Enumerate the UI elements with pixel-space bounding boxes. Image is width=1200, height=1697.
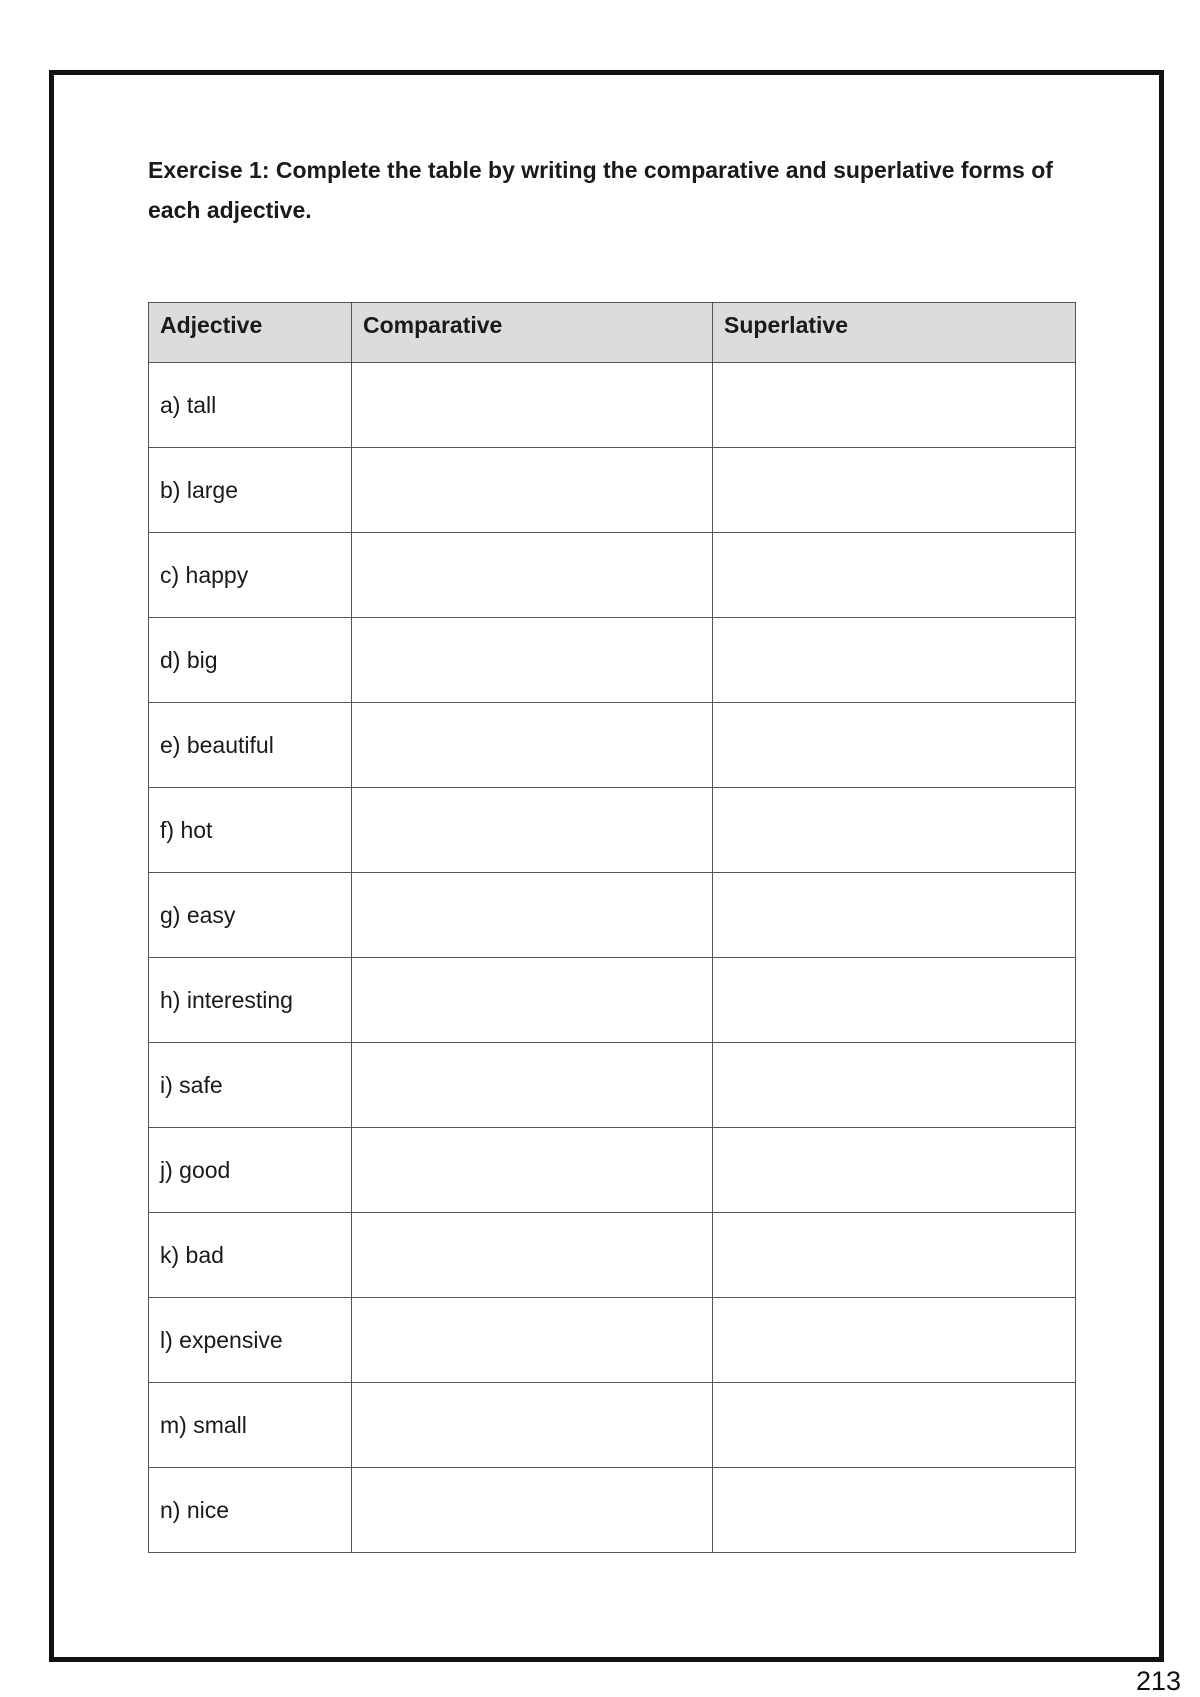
- superlative-input[interactable]: [724, 788, 1079, 870]
- superlative-input[interactable]: [724, 1128, 1079, 1210]
- comparative-input[interactable]: [363, 1128, 716, 1210]
- comparative-input[interactable]: [363, 1468, 716, 1550]
- table-row: [149, 1213, 1076, 1298]
- adjective-cell: a) tall: [149, 363, 352, 448]
- adjective-cell: j) good: [149, 1128, 352, 1213]
- comparative-answer-cell[interactable]: [352, 1043, 713, 1128]
- superlative-input[interactable]: [724, 533, 1079, 615]
- superlative-input[interactable]: [724, 958, 1079, 1040]
- table-row: [149, 1468, 1076, 1553]
- table-row: [149, 873, 1076, 958]
- comparative-input[interactable]: [363, 1383, 716, 1465]
- adjective-cell: g) easy: [149, 873, 352, 958]
- adjective-cell: e) beautiful: [149, 703, 352, 788]
- comparative-input[interactable]: [363, 873, 716, 955]
- table-row: [149, 533, 1076, 618]
- adjective-cell: f) hot: [149, 788, 352, 873]
- table-row: [149, 703, 1076, 788]
- comparative-input[interactable]: [363, 618, 716, 700]
- superlative-answer-cell[interactable]: [713, 788, 1076, 873]
- comparative-answer-cell[interactable]: [352, 448, 713, 533]
- adjective-table: [148, 302, 1076, 1553]
- table-row: [149, 448, 1076, 533]
- superlative-answer-cell[interactable]: [713, 1213, 1076, 1298]
- comparative-answer-cell[interactable]: [352, 1128, 713, 1213]
- header-comparative: Comparative: [352, 303, 713, 363]
- comparative-answer-cell[interactable]: [352, 1213, 713, 1298]
- comparative-input[interactable]: [363, 958, 716, 1040]
- comparative-answer-cell[interactable]: [352, 363, 713, 448]
- superlative-input[interactable]: [724, 448, 1079, 530]
- superlative-answer-cell[interactable]: [713, 1128, 1076, 1213]
- superlative-input[interactable]: [724, 703, 1079, 785]
- table-row: [149, 958, 1076, 1043]
- superlative-input[interactable]: [724, 1298, 1079, 1380]
- comparative-input[interactable]: [363, 363, 716, 445]
- superlative-answer-cell[interactable]: [713, 363, 1076, 448]
- adjective-cell: c) happy: [149, 533, 352, 618]
- superlative-answer-cell[interactable]: [713, 533, 1076, 618]
- comparative-input[interactable]: [363, 1213, 716, 1295]
- exercise-instruction: Exercise 1: Complete the table by writing the comparative and superlative forms of each adjective.: [148, 157, 1053, 223]
- comparative-answer-cell[interactable]: [352, 958, 713, 1043]
- superlative-answer-cell[interactable]: [713, 1298, 1076, 1383]
- comparative-answer-cell[interactable]: [352, 703, 713, 788]
- superlative-input[interactable]: [724, 1383, 1079, 1465]
- superlative-input[interactable]: [724, 1468, 1079, 1550]
- comparative-input[interactable]: [363, 788, 716, 870]
- header-superlative: Superlative: [713, 303, 1076, 363]
- superlative-input[interactable]: [724, 618, 1079, 700]
- superlative-answer-cell[interactable]: [713, 703, 1076, 788]
- table-row: [149, 1128, 1076, 1213]
- table-row: [149, 618, 1076, 703]
- page-number: 213: [1135, 1666, 1181, 1696]
- adjective-cell: b) large: [149, 448, 352, 533]
- superlative-answer-cell[interactable]: [713, 448, 1076, 533]
- adjective-cell: k) bad: [149, 1213, 352, 1298]
- superlative-answer-cell[interactable]: [713, 958, 1076, 1043]
- adjective-cell: n) nice: [149, 1468, 352, 1553]
- comparative-input[interactable]: [363, 1298, 716, 1380]
- comparative-input[interactable]: [363, 1043, 716, 1125]
- table-body: [149, 363, 1076, 1553]
- comparative-input[interactable]: [363, 703, 716, 785]
- table-row: [149, 1383, 1076, 1468]
- comparative-answer-cell[interactable]: [352, 873, 713, 958]
- adjective-cell: d) big: [149, 618, 352, 703]
- comparative-input[interactable]: [363, 533, 716, 615]
- table-row: [149, 1298, 1076, 1383]
- comparative-answer-cell[interactable]: [352, 788, 713, 873]
- table-row: [149, 1043, 1076, 1128]
- superlative-answer-cell[interactable]: [713, 618, 1076, 703]
- superlative-answer-cell[interactable]: [713, 1043, 1076, 1128]
- superlative-answer-cell[interactable]: [713, 873, 1076, 958]
- adjective-cell: l) expensive: [149, 1298, 352, 1383]
- table-row: [149, 363, 1076, 448]
- adjective-cell: i) safe: [149, 1043, 352, 1128]
- comparative-answer-cell[interactable]: [352, 1383, 713, 1468]
- adjective-cell: h) interesting: [149, 958, 352, 1043]
- table-row: [149, 788, 1076, 873]
- adjective-cell: m) small: [149, 1383, 352, 1468]
- comparative-answer-cell[interactable]: [352, 533, 713, 618]
- superlative-input[interactable]: [724, 873, 1079, 955]
- superlative-input[interactable]: [724, 1213, 1079, 1295]
- superlative-input[interactable]: [724, 1043, 1079, 1125]
- comparative-answer-cell[interactable]: [352, 1298, 713, 1383]
- comparative-input[interactable]: [363, 448, 716, 530]
- header-adjective: Adjective: [149, 303, 352, 363]
- comparative-answer-cell[interactable]: [352, 1468, 713, 1553]
- superlative-answer-cell[interactable]: [713, 1468, 1076, 1553]
- superlative-input[interactable]: [724, 363, 1079, 445]
- comparative-answer-cell[interactable]: [352, 618, 713, 703]
- table-header-row: [149, 303, 1076, 363]
- superlative-answer-cell[interactable]: [713, 1383, 1076, 1468]
